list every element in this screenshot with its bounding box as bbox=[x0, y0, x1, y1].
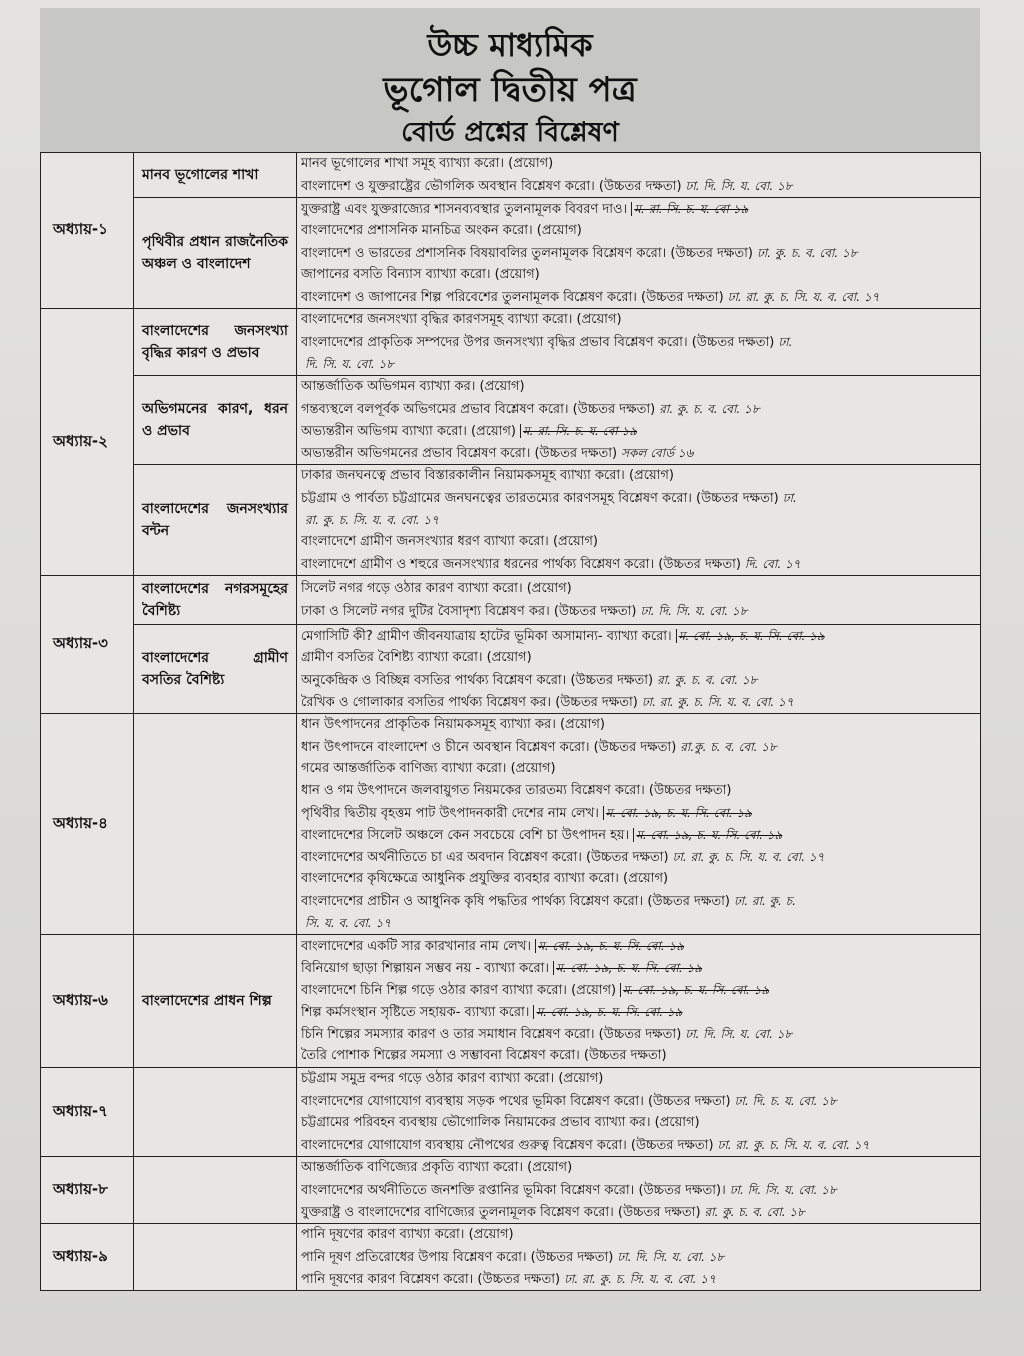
board-reference: ঢা. দি. সি. য. বো. ১৮ bbox=[685, 1027, 793, 1041]
question-item bbox=[301, 1268, 976, 1290]
chapter-label: অধ্যায়-৬ bbox=[41, 935, 134, 1068]
board-reference: রা. কু. চ. ব. বো. ১৮ bbox=[659, 402, 760, 416]
board-reference: ম. বো. ১৯, চ. য. সি. বো. ১৯ bbox=[603, 806, 752, 820]
chapter-label: অধ্যায়-৯ bbox=[41, 1224, 134, 1291]
question-text: অনুকেন্দ্রিক ও বিচ্ছিন্ন বসতির পার্থক্য বিশ্লেষণ করো। (উচ্চতর দক্ষতা) bbox=[301, 673, 654, 688]
question-item bbox=[301, 1134, 976, 1156]
question-item bbox=[301, 691, 976, 713]
question-text: পানি দূষণের কারণ বিশ্লেষণ করো। (উচ্চতর দক্ষতা) bbox=[301, 1272, 561, 1287]
question-text: বাংলাদেশের যোগাযোগ ব্যবস্থায় নৌপথের গুরুত্ব বিশ্লেষণ করো। (উচ্চতর দক্ষতা) bbox=[301, 1138, 714, 1153]
board-reference: ঢা. দি. চ. য. বো. ১৮ bbox=[734, 1094, 837, 1108]
question-text: ধান উৎপাদনের প্রাকৃতিক নিয়ামকসমূহ ব্যাখ্যা কর। (প্রয়োগ) bbox=[301, 717, 605, 732]
question-text: ধান উৎপাদনে বাংলাদেশ ও চীনে অবস্থান বিশ্লেষণ করো। (উচ্চতর দক্ষতা) bbox=[301, 740, 677, 755]
board-reference: ম. বো. ১৯, চ. য. সি. বো. ১৯ bbox=[553, 961, 702, 975]
question-text: পানি দূষণ প্রতিরোধের উপায় বিশ্লেষণ করো। (উচ্চতর দক্ষতা) bbox=[301, 1250, 614, 1265]
question-item bbox=[301, 714, 976, 736]
question-text: তৈরি পোশাক শিল্পের সমস্যা ও সম্ভাবনা বিশ্লেষণ করো। (উচ্চতর দক্ষতা) bbox=[301, 1048, 667, 1063]
question-item bbox=[301, 957, 976, 979]
board-reference: ম. বো. ১৯, চ. য. সি. বো. ১৯ bbox=[533, 1005, 682, 1019]
question-list bbox=[297, 465, 981, 576]
question-text: পানি দূষণের কারণ ব্যাখ্যা করো। (প্রয়োগ) bbox=[301, 1227, 514, 1242]
table-row bbox=[41, 935, 981, 1068]
question-text: বাংলাদেশে গ্রামীণ জনসংখ্যার ধরণ ব্যাখ্যা করো। (প্রয়োগ) bbox=[301, 534, 598, 549]
board-reference: ম. বো. ১৯, চ. য. সি. বো. ১৯ bbox=[620, 983, 769, 997]
topic-title bbox=[134, 1068, 297, 1157]
question-list bbox=[297, 1157, 981, 1224]
question-item bbox=[301, 509, 976, 531]
board-reference: রা. কু. চ. ব. বো. ১৮ bbox=[657, 673, 758, 687]
question-item bbox=[301, 578, 976, 600]
question-item bbox=[301, 220, 976, 242]
question-text: যুক্তরাষ্ট্র এবং যুক্তরাজ্যের শাসনব্যবস্থার তুলনামূলক বিবরণ দাও। bbox=[301, 202, 628, 217]
question-item bbox=[301, 625, 976, 647]
question-item bbox=[301, 890, 976, 912]
topic-title bbox=[134, 1224, 297, 1291]
question-text: বাংলাদেশ ও যুক্তরাষ্ট্রের ভৌগলিক অবস্থান বিশ্লেষণ করো। (উচ্চতর দক্ষতা) bbox=[301, 179, 682, 194]
question-item bbox=[301, 846, 976, 868]
question-item bbox=[301, 1201, 976, 1223]
question-text: ধান ও গম উৎপাদনে জলবায়ুগত নিয়মকের তারতম্য বিশ্লেষণ করো। (উচ্চতর দক্ষতা) bbox=[301, 783, 732, 798]
subject-title: ভূগোল দ্বিতীয় পত্র bbox=[383, 70, 637, 110]
board-reference: ঢা. রা. কু. চ. সি. য. ব. বো. ১৭ bbox=[717, 1138, 870, 1152]
board-reference: ম. রা. সি. চ. য. বো ১৯ bbox=[631, 202, 748, 216]
board-reference: ম. বো. ১৯, চ. য. সি. বো. ১৯ bbox=[535, 939, 684, 953]
question-text: মানব ভূগোলের শাখা সমূহ ব্যাখ্যা করো। (প্রয়োগ) bbox=[301, 156, 554, 171]
table-row bbox=[41, 309, 981, 376]
question-text: বাংলাদেশের অর্থনীতিতে জনশক্তি রপ্তানির ভূমিকা বিশ্লেষণ করো। (উচ্চতর দক্ষতা)। bbox=[301, 1183, 726, 1198]
board-reference: ঢা. রা. কু. চ. সি. য. ব. বো. ১৭ bbox=[641, 695, 794, 709]
header-banner bbox=[40, 8, 980, 152]
question-item bbox=[301, 1001, 976, 1023]
board-reference: দি. বো. ১৭ bbox=[744, 557, 801, 571]
chapter-label: অধ্যায়-৭ bbox=[41, 1068, 134, 1157]
question-text: বাংলাদেশ ও জাপানের শিল্প পরিবেশের তুলনামূলক বিশ্লেষণ করো। (উচ্চতর দক্ষতা) bbox=[301, 290, 724, 305]
question-text: শিল্প কর্মসংস্থান সৃষ্টিতে সহায়ক- ব্যাখ্যা করো। bbox=[301, 1005, 530, 1020]
question-text: গন্তব্যস্থলে বলপূর্বক অভিগমের প্রভাব বিশ্লেষণ করো। (উচ্চতর দক্ষতা) bbox=[301, 402, 656, 417]
question-text: বাংলাদেশে গ্রামীণ ও শহুরে জনসংখ্যার ধরনের পার্থক্য বিশ্লেষণ করো। (উচ্চতর দক্ষতা) bbox=[301, 557, 741, 572]
question-item bbox=[301, 1224, 976, 1246]
table-row bbox=[41, 376, 981, 465]
board-reference: ঢা. দি. সি. য. বো. ১৮ bbox=[640, 604, 748, 618]
question-item bbox=[301, 398, 976, 420]
question-text: যুক্তরাষ্ট্র ও বাংলাদেশের বাণিজ্যের তুলনামূলক বিশ্লেষণ করো। (উচ্চতর দক্ষতা) bbox=[301, 1205, 701, 1220]
question-text: বাংলাদেশের জনসংখ্যা বৃদ্ধির কারণসমূহ ব্যাখ্যা করো। (প্রয়োগ) bbox=[301, 312, 622, 327]
question-item bbox=[301, 736, 976, 758]
question-text: চট্টগ্রাম সমুদ্র বন্দর গড়ে ওঠার কারণ ব্যাখ্যা করো। (প্রয়োগ) bbox=[301, 1071, 604, 1086]
section-title: বোর্ড প্রশ্নের বিশ্লেষণ bbox=[401, 117, 619, 148]
question-text: জাপানের বসতি বিন্যাস ব্যাখ্যা করো। (প্রয়োগ) bbox=[301, 267, 540, 282]
topic-title: বাংলাদেশের জনসংখ্যার বন্টন bbox=[134, 465, 297, 576]
topic-title bbox=[134, 714, 297, 935]
question-item bbox=[301, 647, 976, 669]
board-reference: ঢা. দি. সি. য. বো. ১৮ bbox=[729, 1183, 837, 1197]
question-text: অভ্যন্তরীন অভিগমনের প্রভাব বিশ্লেষণ করো। (উচ্চতর দক্ষতা) bbox=[301, 446, 618, 461]
question-text: বাংলাদেশের একটি সার কারখানার নাম লেখ। bbox=[301, 939, 532, 954]
question-list bbox=[297, 1224, 981, 1291]
question-list bbox=[297, 198, 981, 309]
question-list bbox=[297, 576, 981, 625]
board-reference: ঢা. bbox=[782, 491, 797, 505]
question-text: সিলেট নগর গড়ে ওঠার কারণ ব্যাখ্যা করো। (প্রয়োগ) bbox=[301, 581, 572, 596]
board-reference: ঢা. দি. সি. য. বো. ১৮ bbox=[685, 179, 793, 193]
chapter-label: অধ্যায়-১ bbox=[41, 153, 134, 309]
topic-title: বাংলাদেশের প্রাধন শিল্প bbox=[134, 935, 297, 1068]
question-list bbox=[297, 625, 981, 714]
chapter-label: অধ্যায়-৩ bbox=[41, 576, 134, 714]
question-item bbox=[301, 286, 976, 308]
table-row bbox=[41, 714, 981, 935]
board-reference: ম. রা. সি. চ. য. বো ১৯ bbox=[520, 424, 637, 438]
question-item bbox=[301, 824, 976, 846]
question-item bbox=[301, 802, 976, 824]
question-item bbox=[301, 1157, 976, 1179]
question-item bbox=[301, 979, 976, 1001]
question-text: বাংলাদেশের সিলেট অঞ্চলে কেন সবচেয়ে বেশি চা উৎপাদন হয়। bbox=[301, 828, 630, 843]
question-item bbox=[301, 487, 976, 509]
board-reference: ঢা. রা. কু. চ. সি. য. ব. বো. ১৭ bbox=[672, 850, 825, 864]
question-text: গ্রামীণ বসতির বৈশিষ্ট্য ব্যাখ্যা করো। (প্রয়োগ) bbox=[301, 650, 532, 665]
board-reference: রা. কু. চ. সি. য. ব. বো. ১৭ bbox=[305, 513, 439, 527]
chapter-label: অধ্যায়-২ bbox=[41, 309, 134, 576]
board-reference: রা.কু. চ. ব. বো. ১৮ bbox=[680, 740, 777, 754]
question-text: বাংলাদেশের প্রশাসনিক মানচিত্র অংকন করো। (প্রয়োগ) bbox=[301, 223, 582, 238]
topic-title: মানব ভূগোলের শাখা bbox=[134, 153, 297, 198]
topic-title: বাংলাদেশের জনসংখ্যা বৃদ্ধির কারণ ও প্রভাব bbox=[134, 309, 297, 376]
question-item bbox=[301, 935, 976, 957]
question-text: বাংলাদেশের প্রাচীন ও আধুনিক কৃষি পদ্ধতির পার্থক্য বিশ্লেষণ করো। (উচ্চতর দক্ষতা) bbox=[301, 894, 730, 909]
table-row bbox=[41, 465, 981, 576]
question-item bbox=[301, 465, 976, 487]
topic-title: অভিগমনের কারণ, ধরন ও প্রভাব bbox=[134, 376, 297, 465]
question-item bbox=[301, 669, 976, 691]
question-text: চিনি শিল্পের সমস্যার কারণ ও তার সমাধান বিশ্লেষণ করো। (উচ্চতর দক্ষতা) bbox=[301, 1027, 682, 1042]
topic-title: বাংলাদেশের গ্রামীণ বসতির বৈশিষ্ট্য bbox=[134, 625, 297, 714]
board-reference: সি. য. ব. বো. ১৭ bbox=[305, 916, 392, 930]
topic-title: বাংলাদেশের নগরসমূহের বৈশিষ্ট্য bbox=[134, 576, 297, 625]
question-item bbox=[301, 376, 976, 398]
board-reference: সকল বোর্ড ১৬ bbox=[621, 446, 694, 460]
question-item bbox=[301, 780, 976, 802]
table-row bbox=[41, 1224, 981, 1291]
question-item bbox=[301, 1112, 976, 1134]
table-row bbox=[41, 198, 981, 309]
question-item bbox=[301, 264, 976, 286]
question-item bbox=[301, 758, 976, 780]
board-reference: ঢা. রা. কু. চ. সি. য. ব. বো. ১৭ bbox=[727, 290, 880, 304]
question-item bbox=[301, 353, 976, 375]
question-text: ঢাকা ও সিলেট নগর দুটির বৈসাদৃশ্য বিশ্লেষণ কর। (উচ্চতর দক্ষতা) bbox=[301, 604, 637, 619]
question-item bbox=[301, 531, 976, 553]
question-text: বাংলাদেশে চিনি শিল্প গড়ে ওঠার কারণ ব্যাখ্যা করো। (প্রয়োগ) bbox=[301, 983, 617, 998]
question-list bbox=[297, 1068, 981, 1157]
question-item bbox=[301, 442, 976, 464]
question-text: বাংলাদেশের যোগাযোগ ব্যবস্থায় সড়ক পথের ভূমিকা বিশ্লেষণ করো। (উচ্চতর দক্ষতা) bbox=[301, 1094, 731, 1109]
question-text: গমের আন্তর্জাতিক বাণিজ্য ব্যাখ্যা করো। (প্রয়োগ) bbox=[301, 761, 556, 776]
question-item bbox=[301, 309, 976, 331]
question-text: রৈখিক ও গোলাকার বসতির পার্থক্য বিশ্লেষণ কর। (উচ্চতর দক্ষতা) bbox=[301, 695, 638, 710]
question-item bbox=[301, 1023, 976, 1045]
question-item bbox=[301, 420, 976, 442]
question-list bbox=[297, 376, 981, 465]
question-text: অভ্যন্তরীন অভিগম ব্যাখ্যা করো। (প্রয়োগ) bbox=[301, 424, 516, 439]
question-text: আন্তর্জাতিক বাণিজ্যের প্রকৃতি ব্যাখ্যা করো। (প্রয়োগ) bbox=[301, 1160, 573, 1175]
question-item bbox=[301, 175, 976, 197]
question-item bbox=[301, 553, 976, 575]
question-text: বাংলাদেশ ও ভারতের প্রশাসনিক বিষয়াবলির তুলনামূলক বিশ্লেষণ করো। (উচ্চতর দক্ষতা) bbox=[301, 246, 754, 261]
table-row bbox=[41, 1157, 981, 1224]
question-list bbox=[297, 153, 981, 198]
question-text: চট্টগ্রামের পরিবহন ব্যবস্থায় ভৌগোলিক নিয়ামকের প্রভাব ব্যাখ্যা কর। (প্রয়োগ) bbox=[301, 1115, 700, 1130]
board-reference: ম. বো. ১৯, চ. য. সি. বো. ১৯ bbox=[676, 629, 825, 643]
question-text: পৃথিবীর দ্বিতীয় বৃহত্তম পাট উৎপাদনকারী দেশের নাম লেখ। bbox=[301, 806, 599, 821]
board-reference: ঢা. কু. চ. ব. বো. ১৮ bbox=[757, 246, 858, 260]
question-item bbox=[301, 912, 976, 934]
board-question-table bbox=[40, 152, 981, 1291]
board-reference: রা. কু. চ. ব. বো. ১৮ bbox=[704, 1205, 805, 1219]
question-item bbox=[301, 242, 976, 264]
topic-title bbox=[134, 1157, 297, 1224]
question-text: বিনিয়োগ ছাড়া শিল্পায়ন সম্ভব নয় - ব্যাখ্যা করো। bbox=[301, 961, 550, 976]
question-text: বাংলাদেশের কৃষিক্ষেত্রে আধুনিক প্রযুক্তির ব্যবহার ব্যাখ্যা করো। (প্রয়োগ) bbox=[301, 871, 669, 886]
question-item bbox=[301, 198, 976, 220]
table-row bbox=[41, 1068, 981, 1157]
question-item bbox=[301, 600, 976, 622]
question-text: আন্তর্জাতিক অভিগমন ব্যাখ্যা কর। (প্রয়োগ) bbox=[301, 379, 525, 394]
question-text: মেগাসিটি কী? গ্রামীণ জীবনযাত্রায় হাটের ভূমিকা অসামান্য- ব্যাখ্যা করো। bbox=[301, 629, 672, 644]
question-list bbox=[297, 935, 981, 1068]
question-item bbox=[301, 1246, 976, 1268]
table-row bbox=[41, 625, 981, 714]
board-reference: দি. সি. য. বো. ১৮ bbox=[305, 357, 395, 371]
question-item bbox=[301, 1068, 976, 1090]
board-reference: ম. বো. ১৯, চ. য. সি. বো. ১৯ bbox=[633, 828, 782, 842]
question-list bbox=[297, 309, 981, 376]
question-item bbox=[301, 1090, 976, 1112]
level-title: উচ্চ মাধ্যমিক bbox=[427, 26, 593, 64]
table-row bbox=[41, 576, 981, 625]
chapter-label: অধ্যায়-৪ bbox=[41, 714, 134, 935]
board-reference: ঢা. রা. কু. চ. bbox=[733, 894, 796, 908]
topic-title: পৃথিবীর প্রধান রাজনৈতিক অঞ্চল ও বাংলাদেশ bbox=[134, 198, 297, 309]
question-text: ঢাকার জনঘনত্বে প্রভাব বিস্তারকালীন নিয়ামকসমূহ ব্যাখ্যা করো। (প্রয়োগ) bbox=[301, 468, 674, 483]
question-item bbox=[301, 1045, 976, 1067]
board-reference: ঢা. দি. সি. য. বো. ১৮ bbox=[617, 1250, 725, 1264]
chapter-label: অধ্যায়-৮ bbox=[41, 1157, 134, 1224]
question-item bbox=[301, 1179, 976, 1201]
question-item bbox=[301, 331, 976, 353]
table-row bbox=[41, 153, 981, 198]
board-reference: ঢা. bbox=[778, 335, 793, 349]
question-item bbox=[301, 868, 976, 890]
question-text: বাংলাদেশের প্রাকৃতিক সম্পদের উপর জনসংখ্যা বৃদ্ধির প্রভাব বিশ্লেষণ করো। (উচ্চতর দক্ষতা) bbox=[301, 335, 775, 350]
question-item bbox=[301, 153, 976, 175]
board-reference: ঢা. রা. কু. চ. সি. য. ব. বো. ১৭ bbox=[564, 1272, 716, 1286]
question-text: বাংলাদেশের অর্থনীতিতে চা এর অবদান বিশ্লেষণ করো। (উচ্চতর দক্ষতা) bbox=[301, 850, 669, 865]
question-list bbox=[297, 714, 981, 935]
question-text: চট্টগ্রাম ও পার্বত্য চট্টগ্রামের জনঘনত্বের তারতম্যের কারণসমূহ বিশ্লেষণ করো। (উচ্চতর দক্ষতা) bbox=[301, 491, 779, 506]
